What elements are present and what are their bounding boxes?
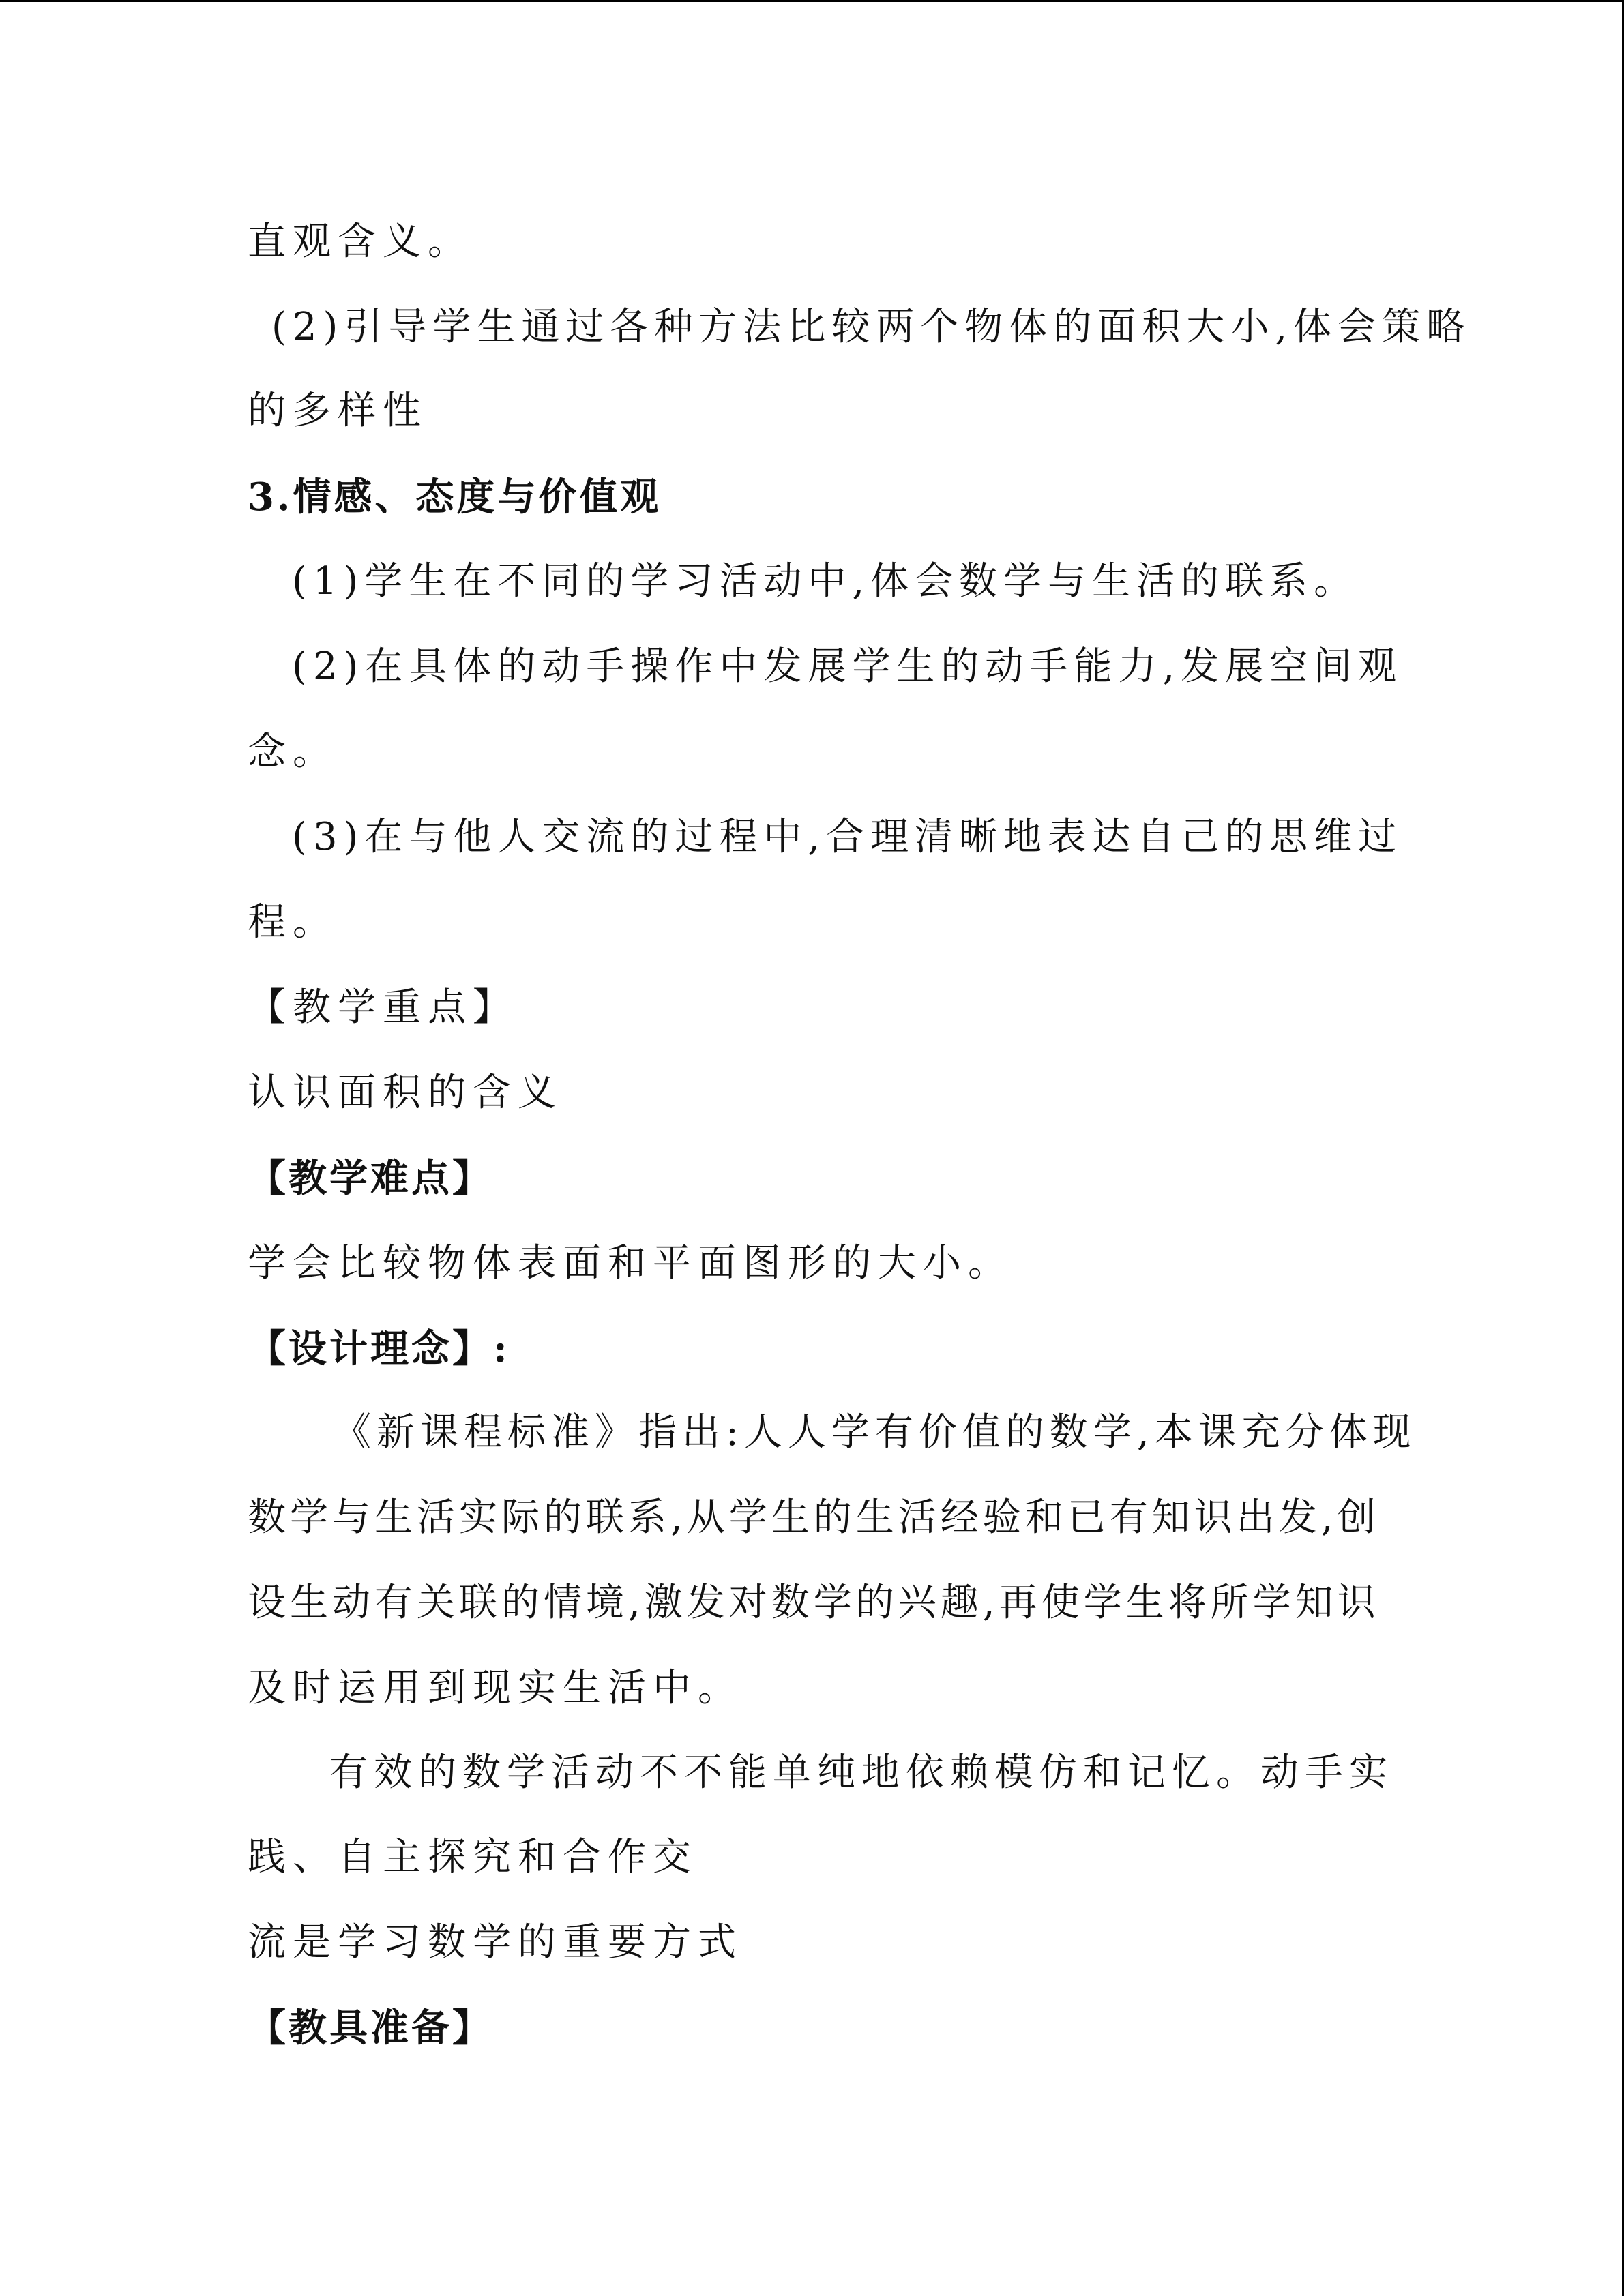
text-line: 念。 <box>248 730 338 774</box>
text-line: 的多样性 <box>248 389 428 433</box>
text-line: 有效的数学活动不不能单纯地依赖模仿和记忆。动手实 <box>329 1750 1393 1795</box>
section-heading: 3.情感、态度与价值观 <box>248 475 662 520</box>
text-line: 及时运用到现实生活中。 <box>248 1666 743 1710</box>
section-heading: 【教学重点】 <box>248 985 518 1030</box>
text-line: 程。 <box>248 900 338 944</box>
text-line: 认识面积的含义 <box>248 1071 563 1115</box>
text-line: 直观含义。 <box>248 220 473 264</box>
section-heading: 【教具准备】 <box>248 2006 493 2051</box>
text-line: 学会比较物体表面和平面图形的大小。 <box>248 1241 1013 1285</box>
text-line: 流是学习数学的重要方式 <box>248 1920 743 1965</box>
text-line: 设生动有关联的情境,激发对数学的兴趣,再使学生将所学知识 <box>248 1581 1380 1625</box>
text-line: 《新课程标准》指出:人人学有价值的数学,本课充分体现 <box>333 1410 1417 1455</box>
text-line: (2)在具体的动手操作中发展学生的动手能力,发展空间观 <box>292 644 1403 689</box>
text-line: (2)引导学生通过各种方法比较两个物体的面积大小,体会策略 <box>271 305 1471 349</box>
text-line: 践、自主探究和合作交 <box>248 1835 698 1879</box>
section-heading: 【教学难点】 <box>248 1156 493 1201</box>
text-line: (3)在与他人交流的过程中,合理清晰地表达自己的思维过 <box>292 815 1403 859</box>
section-heading: 【设计理念】: <box>248 1326 510 1371</box>
text-line: 数学与生活实际的联系,从学生的生活经验和已有知识出发,创 <box>248 1495 1380 1540</box>
text-line: (1)学生在不同的学习活动中,体会数学与生活的联系。 <box>292 559 1359 603</box>
